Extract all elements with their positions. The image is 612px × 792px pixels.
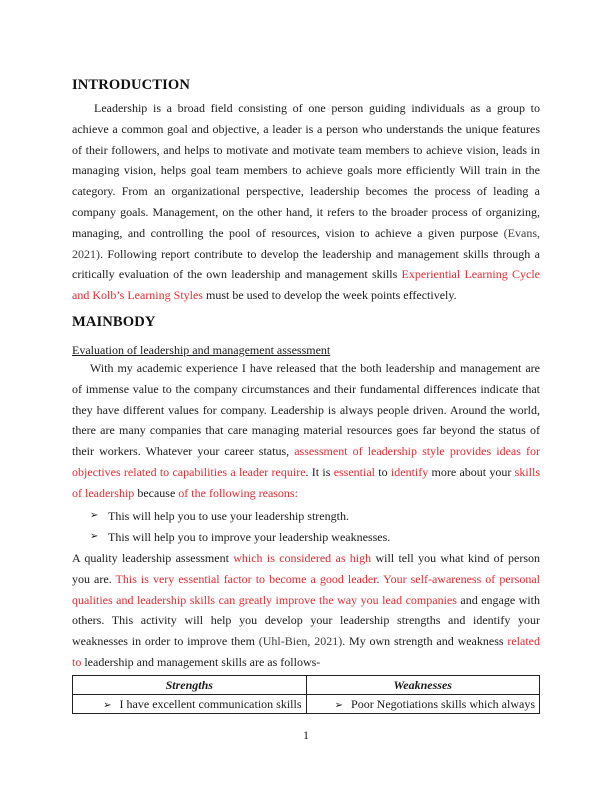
weaknesses-header: Weaknesses <box>306 676 540 695</box>
page-number: 1 <box>303 728 309 742</box>
runs <box>72 101 540 302</box>
highlighted-text: Experiential Learning Cycle and Kolb’s Learning Styles <box>72 267 541 303</box>
text-run: will tell you what kind of person you are. <box>72 551 540 586</box>
highlighted-text: identify <box>390 464 429 479</box>
strengths-header: Strengths <box>73 676 307 695</box>
reasons-list <box>90 506 390 548</box>
weakness-cell <box>306 695 540 714</box>
highlighted-text: essential <box>333 464 376 479</box>
highlighted-text: assessment of leadership style provides ideas for objectives related to capabilities a leader require <box>72 444 540 479</box>
runs <box>72 361 540 500</box>
text-run: to <box>375 464 391 479</box>
citation: (Uhl-Bien, 2021) <box>258 634 343 649</box>
highlighted-text: This is very essential factor to become a good leader <box>115 571 377 586</box>
highlighted-text: which is considered as high <box>233 551 372 565</box>
text-run: must be used to develop the week points effectively. <box>202 288 457 303</box>
list-item <box>90 527 390 548</box>
text-run: Leadership is a broad field consisting of one person guiding individuals as a group to achieve a common goal and objective, a leader is a person who understands the unique features of their followers, and helps to motivate and motivate team members to achieve vision, leads in managing vision, helps goal team members to achieve goals more efficiently Will train in the category. From an organizational perspective, leadership becomes the process of leading a company goals. Management, on the other hand, it refers to the broader process of organizing, managing, and controlling the pool of resources, vision to achieve a given purpose <box>72 101 540 240</box>
cell-text: Poor Negotiations skills which always <box>351 696 535 711</box>
text-run: . Following report contribute to develop the leadership and management skills through a critically evaluation of the own leadership and management skills <box>72 246 540 282</box>
list-item <box>90 506 390 527</box>
highlighted-text: skills of leadership <box>72 464 540 500</box>
table-header-row <box>73 676 540 695</box>
text-run: With my academic experience I have released that the both leadership and management are of immense value to the company circumstances and their fundamental differences indicate that they have different values for company. Leadership is always people driven. Around the world, there are many companies that care managing material resources goes far beyond the status of their workers. Whatever your career status, <box>72 361 540 459</box>
text-run: leadership and management skills are as follows- <box>81 654 321 669</box>
text-run: and engage with others. This activity will help you develop your leadership strengths and identify your weaknesses in order to improve them <box>72 592 541 649</box>
table-row <box>73 695 540 714</box>
evaluation-subheading: Evaluation of leadership and management assessment <box>72 343 331 357</box>
highlighted-text: of the following reasons: <box>178 485 298 500</box>
strengths-weaknesses-table <box>72 675 540 714</box>
citation: (Evans, 2021) <box>72 225 540 261</box>
list-item-text: This will help you to improve your leadership weaknesses. <box>108 529 391 544</box>
arrowhead-bullet-icon: ➢ <box>90 510 99 521</box>
arrowhead-bullet-icon: ➢ <box>334 699 344 711</box>
introduction-paragraph <box>72 98 540 306</box>
introduction-heading: INTRODUCTION <box>72 77 190 93</box>
cell-text: I have excellent communication skills <box>119 696 302 711</box>
mainbody-heading: MAINBODY <box>72 314 156 330</box>
arrowhead-bullet-icon: ➢ <box>90 530 99 542</box>
text-run: . My own strength and weakness <box>342 634 508 649</box>
arrowhead-bullet-icon: ➢ <box>103 699 112 711</box>
text-run: more about your <box>428 464 515 479</box>
text-run: because <box>134 485 179 500</box>
mainbody-paragraph <box>72 358 540 504</box>
strength-cell <box>73 695 307 714</box>
assessment-paragraph <box>72 548 540 673</box>
runs <box>72 551 540 669</box>
highlighted-text: Your self-awareness of personal qualities and leadership skills can greatly improve the way you lead companies <box>72 571 540 607</box>
text-run: . <box>376 571 384 586</box>
text-run: A quality leadership assessment <box>72 551 234 565</box>
text-run: . It is <box>305 464 334 479</box>
list-item-text: This will help you to use your leadership strength. <box>108 509 349 523</box>
highlighted-text: related to <box>72 634 541 669</box>
